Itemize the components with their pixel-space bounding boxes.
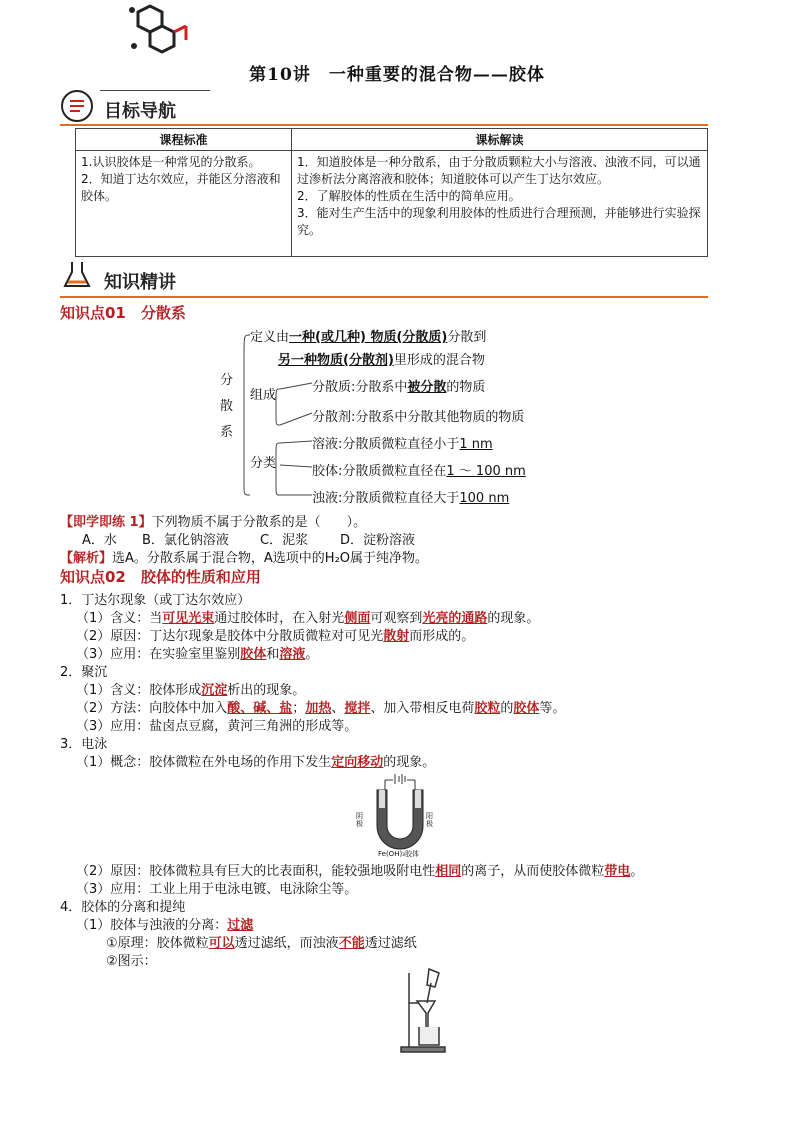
- def-text: 分散到: [447, 330, 487, 345]
- analysis-text: 选A。分散系属于混合物，A选项中的H₂O属于纯净物。: [112, 551, 429, 566]
- keyword: 相同: [435, 864, 462, 879]
- table-header: 课标解读: [292, 129, 708, 151]
- keyword: 搅拌: [344, 701, 371, 716]
- text: （1）含义：胶体形成: [76, 683, 202, 698]
- table-cell-line: 3．能对生产生活中的现象利用胶体的性质进行合理预测，并能够进行实验探究。: [297, 206, 701, 237]
- text: （1）胶体与浊液的分离：: [76, 918, 228, 933]
- keyword: 不能: [338, 936, 365, 951]
- keyword: 溶液: [279, 647, 306, 662]
- comp1-text: 的物质: [446, 380, 486, 395]
- s4-1b: ②图示：: [106, 954, 157, 969]
- def-bold: 一种(或几种) 物质(分散质): [289, 330, 448, 345]
- option: C．泥浆: [260, 533, 309, 548]
- s2-3: （3）应用：盐卤点豆腐，黄河三角洲的形成等。: [76, 719, 358, 734]
- molecule-logo-icon: [118, 2, 198, 57]
- keyword: 胶粒: [474, 701, 501, 716]
- text: 的: [500, 701, 514, 716]
- text: 而形成的。: [409, 629, 475, 644]
- text: 、: [331, 701, 345, 716]
- class2-text: 胶体:分散质微粒直径在: [312, 464, 447, 479]
- class1-text: 溶液:分散质微粒直径小于: [312, 437, 460, 452]
- text: 透过滤纸: [364, 936, 417, 951]
- flask-icon: [60, 258, 94, 292]
- text: 析出的现象。: [227, 683, 306, 698]
- text: （3）应用：在实验室里鉴别: [76, 647, 241, 662]
- text: 和: [266, 647, 280, 662]
- practice-question: 下列物质不属于分散系的是（ ）。: [151, 515, 367, 530]
- figure-caption: Fe(OH)₃胶体: [378, 850, 419, 858]
- text: ；: [292, 701, 306, 716]
- keyword: 带电: [604, 864, 631, 879]
- text: （1）概念：胶体微粒在外电场的作用下发生: [76, 755, 332, 770]
- page-title: 第10讲 一种重要的混合物——胶体: [249, 65, 545, 85]
- class1-value: 1 nm: [459, 437, 493, 452]
- section-knowledge-heading: 知识精讲: [104, 272, 176, 293]
- diagram-root: 分散系: [220, 373, 234, 440]
- s1-heading: 1．丁达尔现象（或丁达尔效应）: [60, 593, 251, 608]
- cathode-label: 阴极: [356, 812, 363, 828]
- anode-label: 阳极: [426, 812, 433, 828]
- comp2-text: 分散剂:分散系中分散其他物质的物质: [312, 410, 525, 425]
- section-rule: [60, 124, 708, 126]
- comp1-text: 分散质:分散系中: [312, 380, 408, 395]
- section-goals-heading: 目标导航: [104, 101, 176, 122]
- s2-heading: 2．聚沉: [60, 665, 108, 680]
- keyword: 胶体: [240, 647, 267, 662]
- table-header: 课程标准: [76, 129, 292, 151]
- class-label: 分类: [250, 456, 277, 471]
- text: 的现象。: [383, 755, 436, 770]
- keyword: 侧面: [344, 611, 371, 626]
- option: A．水: [82, 533, 117, 548]
- title-rule: [100, 90, 210, 91]
- text: 可观察到: [370, 611, 423, 626]
- text: 、加入带相反电荷: [370, 701, 475, 716]
- kp2-heading: 知识点02 胶体的性质和应用: [60, 568, 261, 586]
- text: 的现象。: [487, 611, 540, 626]
- standards-table: [75, 128, 708, 257]
- keyword: 光亮的通路: [422, 611, 488, 626]
- text: （2）原因：丁达尔现象是胶体中分散质微粒对可见光: [76, 629, 384, 644]
- option: D．淀粉溶液: [340, 533, 416, 548]
- head-brain-icon: [60, 89, 94, 123]
- table-cell-line: 2．了解胶体的性质在生活中的简单应用。: [297, 189, 521, 203]
- class3-text: 浊液:分散质微粒直径大于: [312, 491, 460, 506]
- keyword: 加热: [305, 701, 332, 716]
- text: 透过滤纸，而浊液: [234, 936, 339, 951]
- table-cell-line: 1.认识胶体是一种常见的分散系。: [81, 155, 261, 169]
- class3-value: 100 nm: [459, 491, 510, 506]
- s3-3: （3）应用：工业上用于电泳电镀、电泳除尘等。: [76, 882, 358, 897]
- text: ①原理：胶体微粒: [106, 936, 209, 951]
- def-text: 里形成的混合物: [393, 353, 485, 368]
- def-label: 定义: [250, 330, 277, 345]
- analysis-tag: 【解析】: [60, 551, 113, 566]
- class2-value: 1 ～ 100 nm: [446, 464, 526, 479]
- text: （2）原因：胶体微粒具有巨大的比表面积，能较强地吸附电性: [76, 864, 436, 879]
- def-bold: 另一种物质(分散剂): [278, 353, 394, 368]
- text: （2）方法：向胶体中加入: [76, 701, 228, 716]
- text: 通过胶体时，在入射光: [214, 611, 345, 626]
- s3-heading: 3．电泳: [60, 737, 108, 752]
- keyword: 胶体: [513, 701, 540, 716]
- def-text: 由: [276, 330, 290, 345]
- keyword: 可见光束: [162, 611, 215, 626]
- text: 的离子，从而使胶体微粒: [461, 864, 605, 879]
- keyword: 沉淀: [201, 683, 228, 698]
- keyword: 散射: [383, 629, 410, 644]
- s4-heading: 4．胶体的分离和提纯: [60, 900, 186, 915]
- text: 。: [630, 864, 644, 879]
- practice-tag: 【即学即练 1】: [60, 515, 152, 530]
- kp1-heading: 知识点01 分散系: [60, 304, 186, 322]
- comp-label: 组成: [250, 388, 277, 403]
- filtration-apparatus-figure: [395, 965, 455, 1055]
- keyword: 酸、碱、盐: [227, 701, 293, 716]
- table-cell-line: 2．知道丁达尔效应，并能区分溶液和胶体。: [81, 172, 281, 203]
- keyword: 过滤: [227, 918, 254, 933]
- text: 等。: [539, 701, 566, 716]
- text: （1）含义：当: [76, 611, 163, 626]
- comp1-bold: 被分散: [407, 380, 447, 395]
- keyword: 可以: [208, 936, 235, 951]
- section-rule: [60, 296, 708, 298]
- table-cell-line: 1．知道胶体是一种分散系，由于分散质颗粒大小与溶液、浊液不同，可以通过渗析法分离溶液和胶体；知道胶体可以产生丁达尔效应。: [297, 155, 701, 186]
- option: B．氯化钠溶液: [142, 533, 229, 548]
- text: 。: [305, 647, 319, 662]
- keyword: 定向移动: [331, 755, 384, 770]
